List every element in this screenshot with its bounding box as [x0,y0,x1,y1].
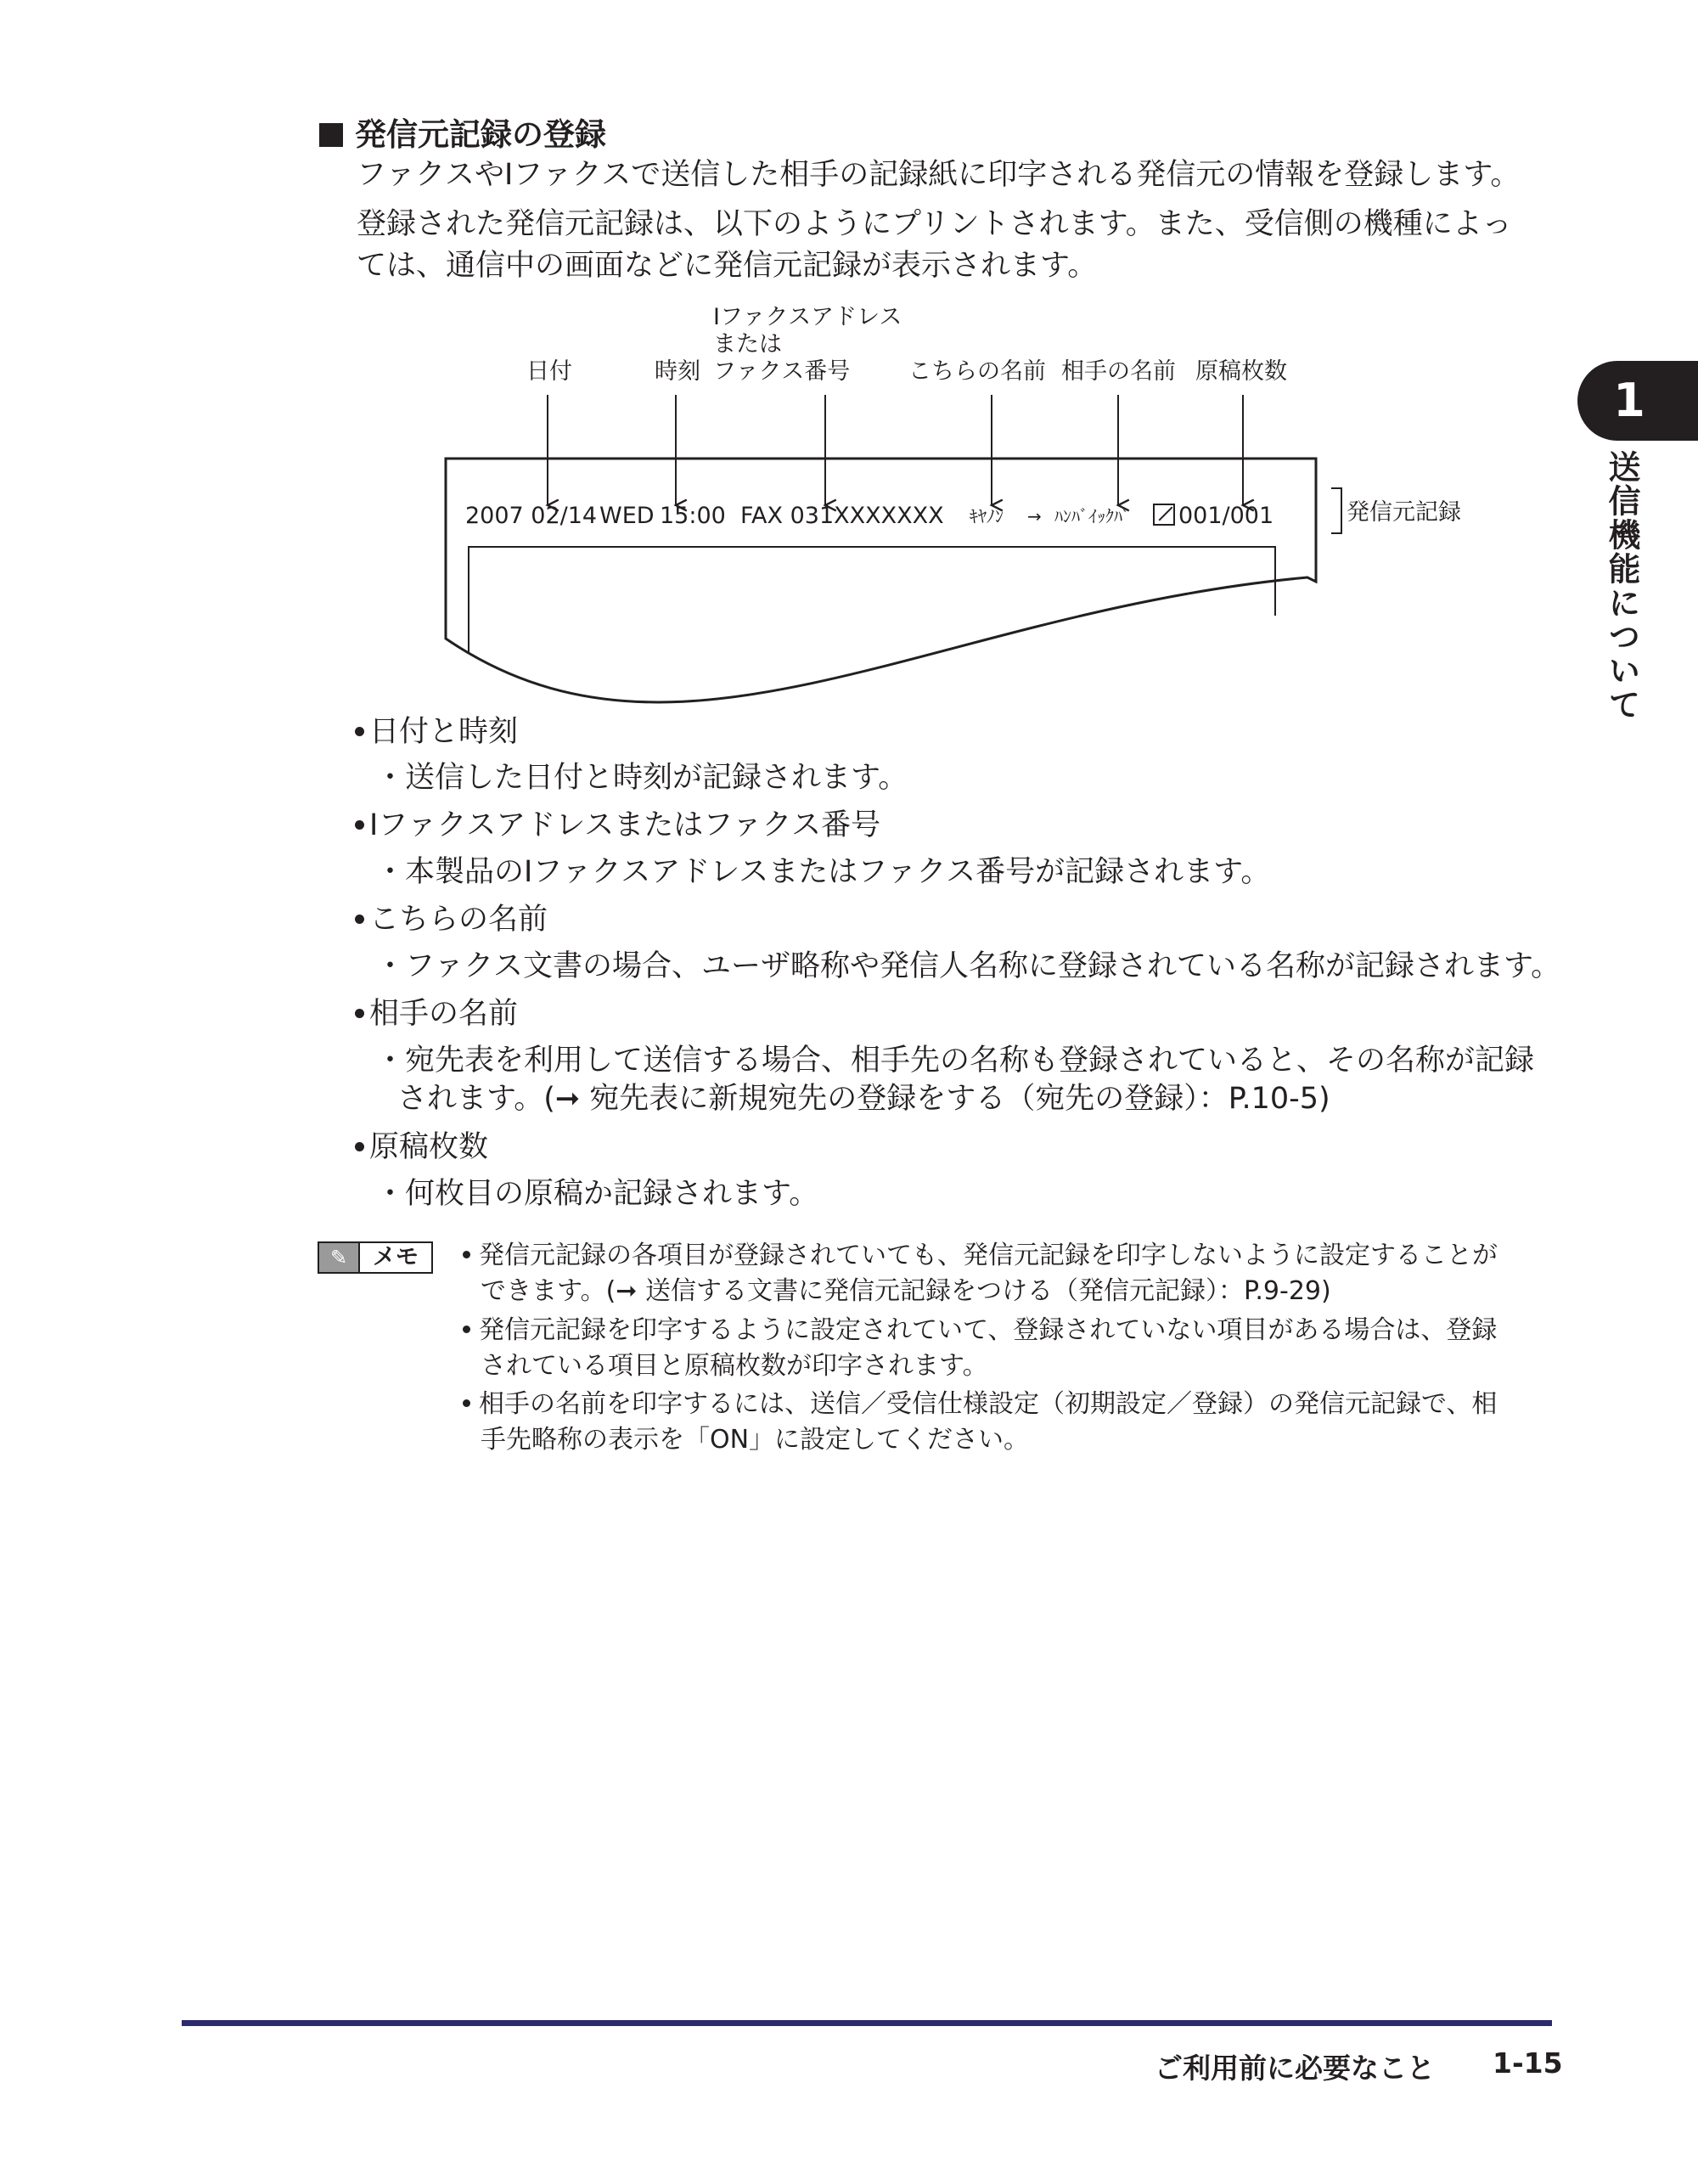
bracket-label: 発信元記録 [1347,499,1461,526]
strip-arrow: → [1027,506,1042,526]
item-title: Iファクスアドレスまたはファクス番号 [355,805,880,846]
page-number: 1-15 [1493,2046,1563,2080]
label-date: 日付 [526,358,572,385]
paper-outline [446,459,1316,702]
item-desc: ・宛先表を利用して送信する場合、相手先の名称も登録されていると、その名称が記録 [375,1044,1535,1078]
memo-note: 発信元記録を印字するように設定されていて、登録されていない項目がある場合は、登録 [463,1313,1497,1348]
memo-note: 発信元記録の各項目が登録されていても、発信元記録を印字しないように設定することが [463,1238,1498,1274]
strip-fax: FAX 031XXXXXXX [740,503,944,529]
bullet-dot-icon [355,1142,364,1151]
item-title: 原稿枚数 [355,1127,488,1168]
edit-box-icon [1153,504,1175,526]
item-title: 日付と時刻 [355,712,518,752]
label-own-name: こちらの名前 [908,358,1046,385]
item-desc: ・ファクス文書の場合、ユーザ略称や発信人名称に登録されている名称が記録されます。 [375,949,1561,983]
label-ifax-line1: Iファクスアドレス [713,304,902,330]
memo-label: メモ [373,1244,419,1270]
intro-line-3: ては、通信中の画面などに発信元記録が表示されます。 [357,249,1098,283]
square-bullet-icon [319,123,343,147]
item-title: こちらの名前 [355,899,548,940]
bullet-dot-icon [463,1399,470,1407]
section-heading [319,114,606,156]
label-pages: 原稿枚数 [1195,358,1287,385]
memo-badge [318,1241,433,1274]
strip-pages [1153,503,1274,530]
intro-line-2: 登録された発信元記録は、以下のようにプリントされます。また、受信側の機種によっ [357,207,1512,241]
item-desc: ・何枚目の原稿か記録されます。 [375,1177,819,1211]
intro-line-1: ファクスやIファクスで送信した相手の記録紙に印字される発信元の情報を登録します。 [357,158,1521,192]
bullet-dot-icon [355,1009,364,1018]
strip-weekday: WED [599,503,655,529]
memo-note-cont: されている項目と原稿枚数が印字されます。 [481,1351,988,1381]
item-desc: ・送信した日付と時刻が記録されます。 [375,761,908,795]
strip-time: 15:00 [660,503,726,529]
section-heading-text: 発信元記録の登録 [355,116,606,153]
pencil-icon: ✎ [319,1243,360,1272]
bullet-dot-icon [463,1326,470,1333]
bullet-dot-icon [463,1251,470,1258]
memo-note-cont: 手先略称の表示を「ON」に設定してください。 [481,1425,1030,1455]
strip-pages-text: 001/001 [1178,503,1274,529]
item-title: 相手の名前 [355,993,518,1034]
chapter-title: 送信機能について [1603,450,1640,722]
label-ifax-line3: ファクス番号 [713,358,851,385]
bullet-dot-icon [355,915,364,924]
chapter-number-tab: 1 [1577,361,1698,441]
strip-partner-name: ﾊﾝﾊﾞｲｯｸﾊﾞ [1054,506,1131,526]
footer-rule [182,2020,1552,2026]
label-time: 時刻 [655,358,700,385]
strip-date: 2007 02/14 [465,503,598,529]
label-partner-name: 相手の名前 [1061,358,1176,385]
label-ifax-line2: または [713,331,782,357]
strip-own-name: ｷﾔﾉﾝ [970,506,1004,526]
item-desc: ・本製品のIファクスアドレスまたはファクス番号が記録されます。 [375,855,1271,889]
record-bracket [1331,488,1341,533]
footer-section-title: ご利用前に必要なこと [1155,2052,1435,2085]
memo-note-cont: できます。(➞ 送信する文書に発信元記録をつける（発信元記録）：P.9-29) [481,1276,1331,1306]
bullet-dot-icon [355,820,364,830]
bullet-dot-icon [355,727,364,736]
memo-note: 相手の名前を印字するには、送信／受信仕様設定（初期設定／登録）の発信元記録で、相 [463,1387,1497,1422]
item-desc-cont: されます。(➞ 宛先表に新規宛先の登録をする（宛先の登録）：P.10-5) [397,1082,1330,1116]
